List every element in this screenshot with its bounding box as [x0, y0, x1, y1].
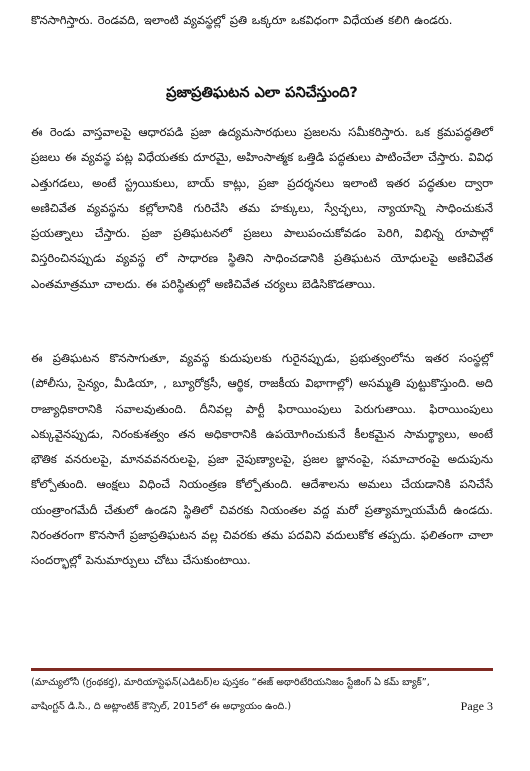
body-paragraph-2: ఈ ప్రతిఘటన కొనసాగుతూ, వ్యవస్థ కుదుపులకు గురైనప్పుడు, ప్రభుత్వంలోను ఇతర సంస్థల్లో (పోలీసు, సైన్యం, మీడియా, , బ్యూరోక్రసీ, ఆర్థిక, రాజకీయ విభాగాల్లో) అసమ్మతి పుట్టుకొస్తుంది. అది రాజ్యాధికారానికి సవాలవుతుంది. దీనివల్ల పార్టీ ఫిరాయింపులు పెరుగుతాయి. ఫిరాయింపులు ఎక్కువైనప్పుడు, నిరంకుశత్వం తన అధికారానికి ఉపయోగించుకునే కీలకమైన సామర్థ్యాలు, అంటే భౌతిక వనరులపై, మానవవనరులపై, ప్రజా నైపుణ్యాలపై, ప్రజల జ్ఞానంపై, సమాచారంపై అదుపును కోల్పోతుంది. ఆంక్షలు విధించే నియంత్రణ కోల్పోతుంది. ఆదేశాలను అమలు చేయడానికి పనిచేసే యంత్రాంగమేదీ చేతులో ఉండని స్థితిలో చివరకు నియంతల వద్ద మరో ప్రత్యామ్నాయమేదీ ఉండదు. నిరంతరంగా కొనసాగే ప్రజాప్రతిఘటన వల్ల చివరకు తమ పదవిని వదులుకోక తప్పదు. ఫలితంగా చాలా సందర్భాల్లో పెనుమార్పులు చోటు చేసుకుంటాయి.	[31, 351, 493, 568]
page-number: Page 3	[460, 699, 493, 713]
section-title: ప్రజాప్రతిఘటన ఎలా పనిచేస్తుంది?	[166, 85, 358, 101]
body-paragraph-1: ఈ రెండు వాస్తవాలపై ఆధారపడి ప్రజా ఉద్యమసారథులు ప్రజలను సమీకరిస్తారు. ఒక క్రమపద్ధతిలో ప్రజలు ఈ వ్యవస్థ పట్ల విధేయతకు దూరమై, అహింసాత్మక ఒత్తిడి పద్ధతులు పాటించేలా చేస్తారు. వివిధ ఎత్తుగడలు, అంటే స్ట్రయికులు, బాయ్ కాట్లు, ప్రజా ప్రదర్శనలు ఇలాంటి ఇతర పద్ధతుల ద్వారా అణిచివేత వ్యవస్థను కల్లోలానికి గురిచేసి తమ హక్కులు, స్వేచ్ఛలు, న్యాయాన్ని సాధించుకునే ప్రయత్నాలు చేస్తారు. ప్రజా ప్రతిఘటనలో ప్రజలు పాలుపంచుకోవడం పెరిగి, విభిన్న రూపాల్లో విస్తరించినప్పుడు వ్యవస్థ లో సాధారణ స్థితిని సాధించడానికి ప్రతిఘటన యోధులపై అణిచివేత ఎంతమాత్రమూ చాలదు. ఈ పరిస్థితుల్లో అణిచివేత చర్యలు బెడిసికొడతాయి.	[31, 125, 493, 291]
intro-paragraph-tail: కొనసాగిస్తారు. రెండవది, ఇలాంటి వ్యవస్థల్లో ప్రతి ఒక్కరూ ఒకవిధంగా విధేయత కలిగి ఉండరు.	[31, 13, 453, 27]
footer-citation-line-2: వాషింగ్టన్ డి.సి., ది అట్లాంటిక్ కౌన్సిల్, 2015లో ఈ అధ్యాయం ఉంది.)	[31, 701, 292, 712]
footer-rule	[31, 668, 493, 671]
footer-citation-line-1: (మాచ్యులోనీ (గ్రంథకర్త), మారియాస్టెఫన్(ఎడిటర్)ల పుస్తకం “ఈజ్ అథారిటేరియనిజం స్టేజింగ్ ఏ కమ్ బ్యాక్”,	[31, 677, 430, 688]
